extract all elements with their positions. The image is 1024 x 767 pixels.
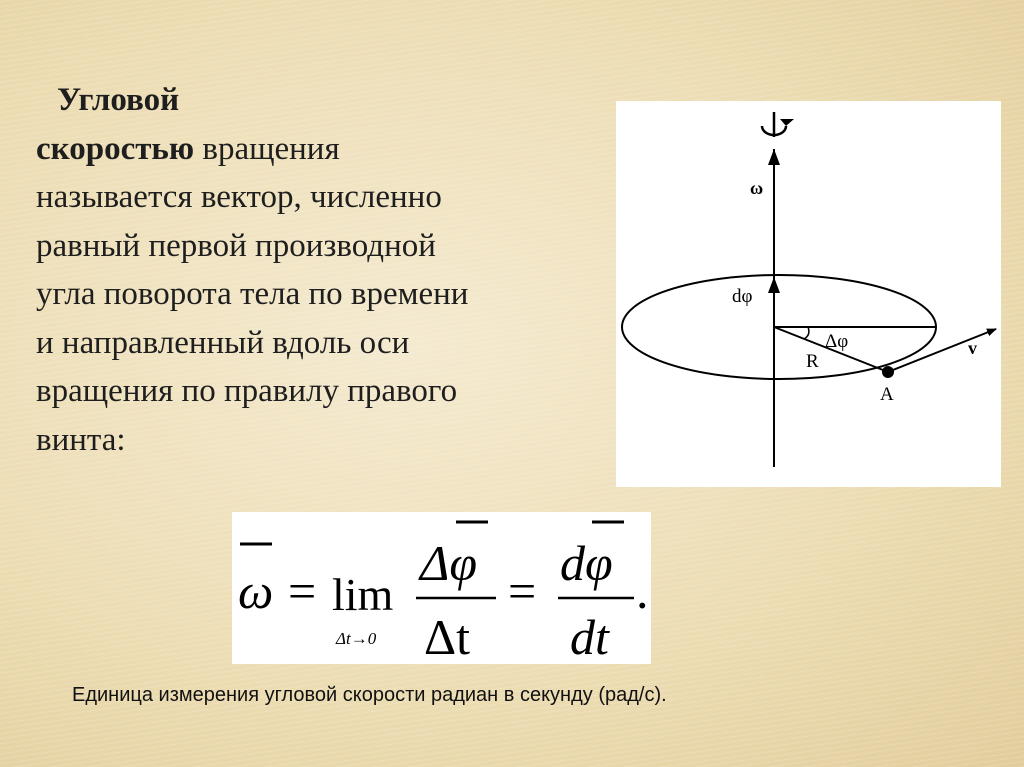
formula-equals-1: = xyxy=(288,563,317,619)
definition-line: и направленный вдоль оси xyxy=(36,324,410,361)
formula-numerator-2: dφ xyxy=(560,535,613,591)
text-after-term: вращения xyxy=(202,130,340,167)
rotation-diagram-svg xyxy=(616,101,1001,487)
unit-note: Единица измерения угловой скорости радиан в секунду (рад/с). xyxy=(72,684,667,706)
term-line2: скоростью xyxy=(36,130,195,167)
formula-lim: lim xyxy=(332,569,394,620)
formula-svg xyxy=(232,512,651,664)
formula-omega: ω xyxy=(238,563,274,619)
radius-label: R xyxy=(806,351,819,372)
angle-arc xyxy=(804,327,809,339)
point-a-marker xyxy=(882,366,894,378)
definition-line: называется вектор, численно xyxy=(36,179,442,215)
point-a-label: A xyxy=(880,384,894,405)
omega-arrowhead xyxy=(768,149,780,165)
angular-velocity-formula xyxy=(232,512,651,664)
formula-equals-2: = xyxy=(508,563,537,619)
definition-text xyxy=(36,76,596,464)
dphi-arrowhead xyxy=(768,277,780,293)
definition-line xyxy=(36,76,596,125)
formula-denominator-1: Δt xyxy=(424,609,471,664)
definition-line: винта: xyxy=(36,421,126,458)
velocity-vector xyxy=(888,329,996,372)
rotation-diagram xyxy=(616,101,1001,487)
formula-denominator-2: dt xyxy=(570,609,609,664)
formula-numerator-1: Δφ xyxy=(420,535,478,591)
formula-period: . xyxy=(636,563,649,619)
term-line1: Угловой xyxy=(57,82,180,118)
definition-line xyxy=(36,125,596,174)
formula-lim-subscript: Δt→0 xyxy=(336,629,377,648)
definition-line: угла поворота тела по времени xyxy=(36,276,469,312)
dphi-label: dφ xyxy=(732,286,753,307)
definition-line: вращения по правилу правого xyxy=(36,373,458,409)
delta-phi-label: Δφ xyxy=(825,331,849,352)
omega-label: ω xyxy=(750,178,764,198)
rotation-direction-icon xyxy=(762,112,794,137)
definition-line: равный первой производной xyxy=(36,227,436,264)
velocity-label: v xyxy=(968,338,977,358)
